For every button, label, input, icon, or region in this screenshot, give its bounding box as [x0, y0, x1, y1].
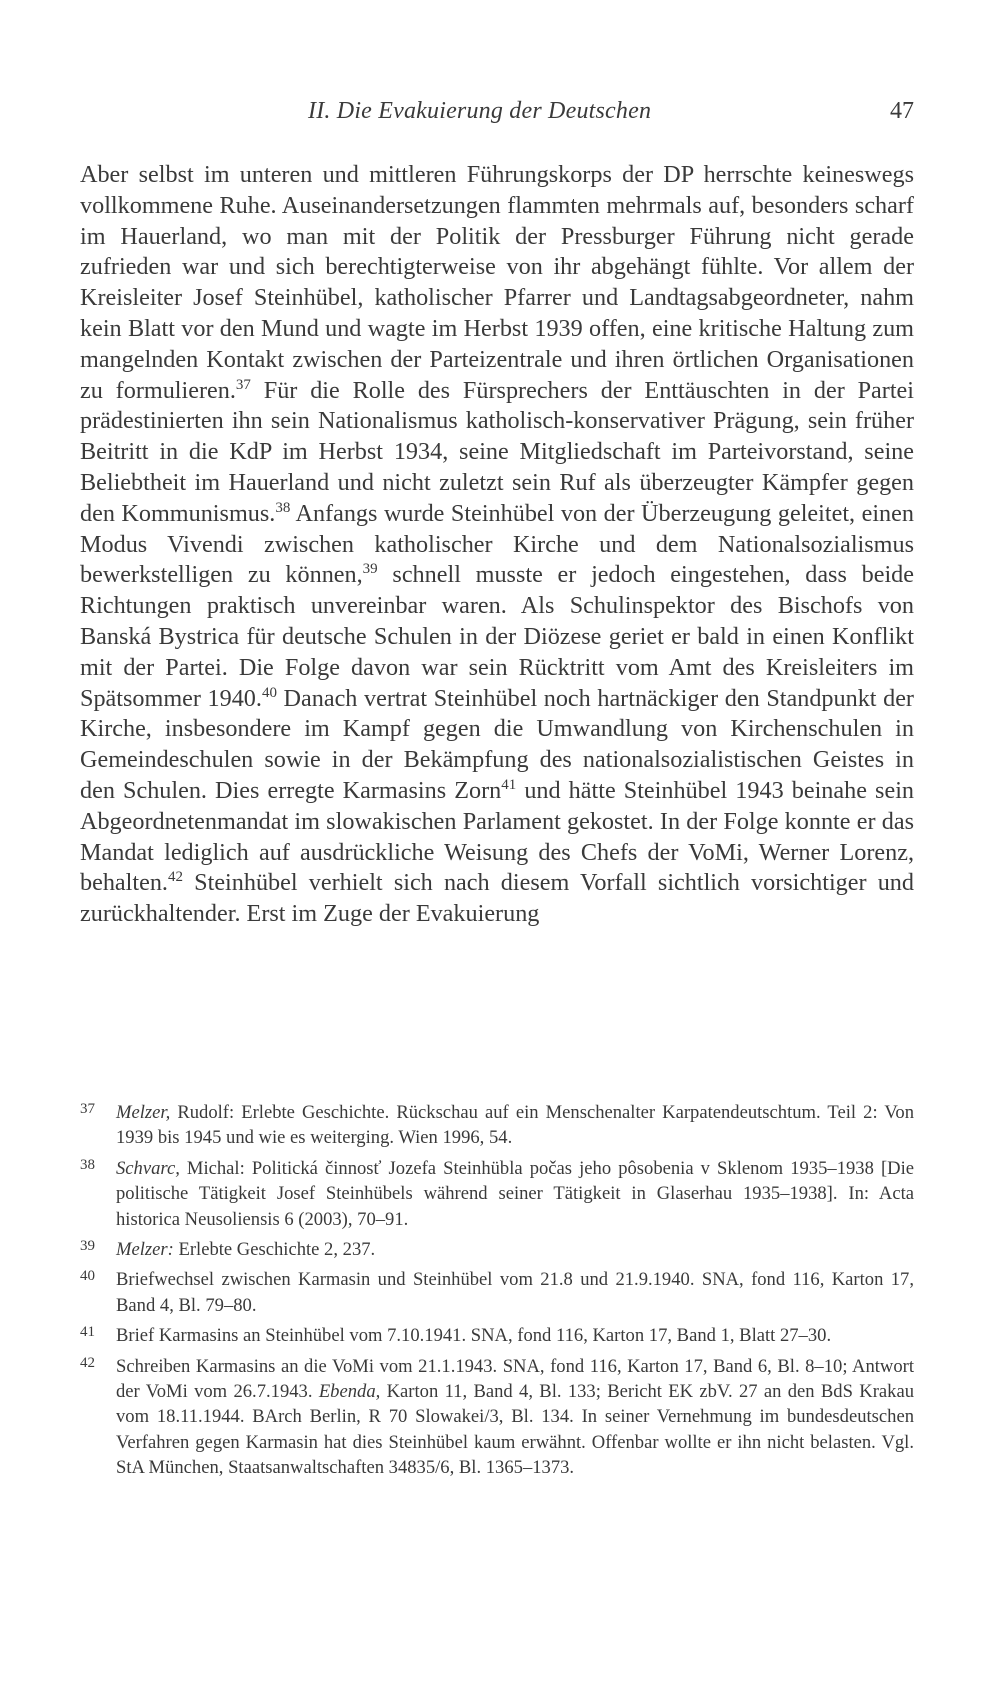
running-head: II. Die Evakuierung der Deutschen — [308, 98, 652, 124]
body-text-segment: und hätte Steinhübel 1943 beinahe sein Abgeordnetenmandat im slowakischen Parlament gekostet. In der Folge konnte er das Mandat lediglich auf ausdrückliche Weisung des Chefs der VoMi, Werner Lorenz, behalten. — [80, 776, 915, 897]
body-text-segment: Aber selbst im unteren und mittleren Führungskorps der DP herrschte keineswegs vollkommene Ruhe. Auseinandersetzungen flammten mehrmals auf, besonders scharf im Hauerland, wo man mit der Politik der Pressburger Führung nicht gerade zufrieden war und sich berechtigterweise von ihr abgehängt fühlte. Vor allem der Kreisleiter Josef Steinhübel, katholischer Pfarrer und Landtagsabgeordneter, nahm kein Blatt vor den Mund und wagte im Herbst 1939 offen, eine kritische Haltung zum mangelnden Kontakt zwischen der Parteizentrale und ihren örtlichen Organisationen zu formulieren. — [80, 161, 914, 404]
footnote-ref[interactable]: 38 — [275, 499, 291, 516]
body-text-segment: Steinhübel verhielt sich nach diesem Vorfall sichtlich vorsichtiger und zurückhaltender. Erst im Zuge der Evakuierung — [80, 869, 914, 928]
footnote-text: Erlebte Geschichte 2, 237. — [173, 1239, 376, 1261]
footnote-author: Melzer, — [116, 1102, 171, 1123]
footnote-ref[interactable]: 41 — [501, 776, 517, 793]
footnote-number: 42 — [80, 1354, 95, 1371]
footnote-text: Brief Karmasins an Steinhübel vom 7.10.1941. SNA, fond 116, Karton 17, Band 1, Blatt 27–30. — [116, 1325, 832, 1347]
footnote — [80, 1100, 914, 1151]
body-text-segment: Anfangs wurde Steinhübel von der Überzeugung geleitet, einen Modus Vivendi zwischen katholischer Kirche und dem Nationalsozialismus bewerkstelligen zu können, — [80, 499, 914, 589]
footnote-number: 41 — [80, 1324, 95, 1341]
page-number: 47 — [890, 98, 914, 124]
footnote — [80, 1267, 914, 1318]
body-text-segment: schnell musste er jedoch eingestehen, dass beide Richtungen praktisch unvereinbar waren. Als Schulinspektor des Bischofs von Banská Bystrica für deutsche Schulen in der Diözese geriet er bald in einen Konflikt mit der Partei. Die Folge davon war sein Rücktritt vom Amt des Kreisleiters im Spätsommer 1940. — [80, 561, 914, 712]
footnote-number: 37 — [80, 1101, 95, 1117]
footnote-text: Rudolf: Erlebte Geschichte. Rückschau auf ein Menschenalter Karpatendeutschtum. Teil 2: Von 1939 bis 1945 und wie es weiterging. Wien 1996, 54. — [116, 1102, 914, 1149]
footnote-text: Schreiben Karmasins an die VoMi vom 21.1.1943. SNA, fond 116, Karton 17, Band 6, Bl. 8–10; Antwort der VoMi vom 26.7.1943. — [116, 1355, 914, 1403]
footnote — [80, 1323, 914, 1348]
page-header — [80, 98, 914, 130]
footnote-text: Michal: Politická činnosť Jozefa Steinhübla počas jeho pôsobenia v Sklenom 1935–1938 [Die politische Tätigkeit Josef Steinhübels während seiner Tätigkeit in Glaserhau 1935–1938]. In: Acta historica Neusoliensis 6 (2003), 70–91. — [116, 1157, 914, 1230]
footnote-number: 39 — [80, 1238, 95, 1255]
footnote-ref[interactable]: 42 — [167, 869, 183, 886]
footnote-author: Melzer: — [116, 1239, 174, 1261]
footnote-italic: Ebenda, — [318, 1381, 381, 1403]
footnote-ref[interactable]: 40 — [261, 684, 277, 701]
footnote-author: Schvarc, — [116, 1157, 180, 1179]
body-text-segment: Danach vertrat Steinhübel noch hartnäckiger den Standpunkt der Kirche, insbesondere im Kampf gegen die Umwandlung von Kirchenschulen in Gemeindeschulen sowie in der Bekämpfung des nationalsozialistischen Geistes in den Schulen. Dies erregte Karmasins Zorn — [80, 684, 914, 804]
body-paragraph — [80, 160, 914, 930]
footnotes — [80, 1100, 914, 1486]
footnote — [80, 1156, 914, 1232]
footnote — [80, 1354, 914, 1481]
body-text-segment: Für die Rolle des Fürsprechers der Enttäuschten in der Partei prädestinierten ihn sein Nationalismus katholisch-konservativer Prägung, sein früher Beitritt in die KdP im Herbst 1934, seine Mitgliedschaft im Parteivorstand, seine Beliebtheit im Hauerland und nicht zuletzt sein Ruf als überzeugter Kämpfer gegen den Kommunismus. — [80, 376, 915, 527]
footnote-ref[interactable]: 37 — [235, 376, 251, 393]
footnote — [80, 1237, 914, 1262]
footnote-number: 38 — [80, 1156, 95, 1173]
footnote-text: Briefwechsel zwischen Karmasin und Steinhübel vom 21.8 und 21.9.1940. SNA, fond 116, Karton 17, Band 4, Bl. 79–80. — [116, 1269, 914, 1316]
footnote-text: Karton 11, Band 4, Bl. 133; Bericht EK zbV. 27 an den BdS Krakau vom 18.11.1944. BArch Berlin, R 70 Slowakei/3, Bl. 134. In seiner Vernehmung im bundesdeutschen Verfahren gegen Karmasin hat dies Steinhübel kaum erwähnt. Offenbar wollte er ihn nicht belasten. Vgl. StA München, Staatsanwaltschaften 34835/6, Bl. 1365–1373. — [116, 1381, 914, 1479]
footnote-number: 40 — [80, 1268, 95, 1285]
footnote-ref[interactable]: 39 — [362, 561, 378, 578]
